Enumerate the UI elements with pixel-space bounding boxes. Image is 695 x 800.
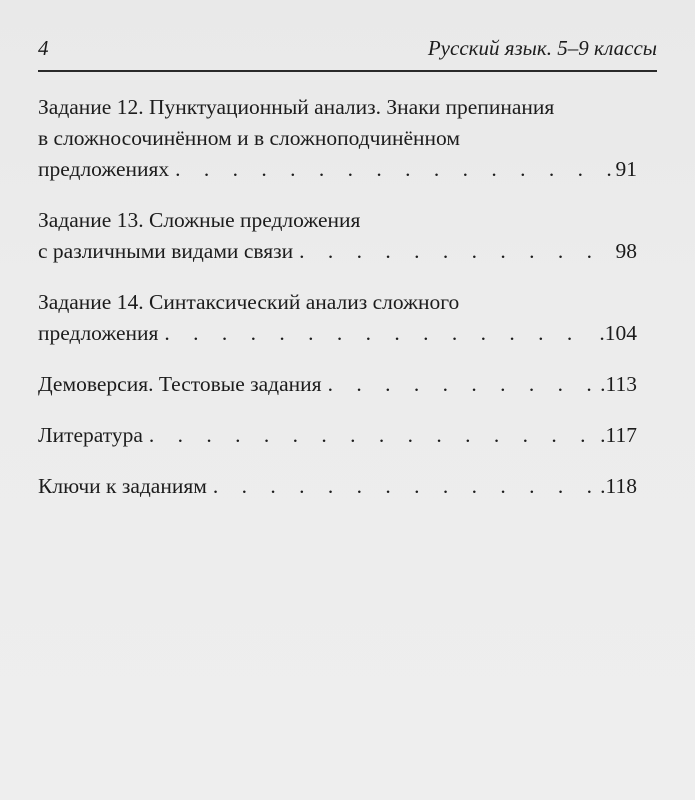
toc-page-ref: .118: [600, 474, 637, 498]
table-of-contents: [38, 92, 637, 522]
toc-entry-title-end: предложениях: [38, 157, 170, 181]
toc-page-ref: .113: [600, 372, 637, 396]
toc-entry-last-line: [38, 236, 637, 267]
toc-entry-last-line: [38, 420, 637, 451]
toc-page-ref: .104: [599, 321, 637, 345]
dot-leader: [149, 420, 596, 451]
toc-entry-title-end: Демоверсия. Тестовые задания: [38, 372, 322, 396]
toc-entry-last-line: [38, 369, 637, 400]
dot-leader: [213, 471, 596, 502]
toc-page-ref: .117: [600, 423, 637, 447]
toc-entry-answer-keys: [38, 471, 637, 502]
toc-entry-literature: [38, 420, 637, 451]
toc-entry-last-line: [38, 471, 637, 502]
toc-entry-task-12: [38, 92, 637, 185]
toc-entry-last-line: [38, 318, 637, 349]
toc-entry-task-13: [38, 205, 637, 267]
toc-entry-title-end: Ключи к заданиям: [38, 474, 207, 498]
toc-entry-title-end: предложения: [38, 321, 159, 345]
toc-entry-title-end: с различными видами связи: [38, 239, 294, 263]
toc-entry-title-line: Задание 12. Пунктуационный анализ. Знаки препинания: [38, 95, 555, 119]
page-number: 4: [38, 36, 49, 60]
toc-entry-last-line: [38, 154, 637, 185]
toc-entry-title-line: Задание 14. Синтаксический анализ сложного: [38, 290, 460, 314]
dot-leader: [175, 154, 611, 185]
running-title: Русский язык. 5–9 классы: [427, 36, 657, 60]
toc-entry-title-line: в сложносочинённом и в сложноподчинённом: [38, 126, 461, 150]
page-header: [38, 30, 657, 72]
toc-page-ref: 98: [615, 239, 637, 263]
toc-page-ref: 91: [615, 157, 637, 181]
dot-leader: [164, 318, 595, 349]
toc-entry-title-end: Литература: [38, 423, 143, 447]
toc-entry-demo: [38, 369, 637, 400]
toc-entry-task-14: [38, 287, 637, 349]
dot-leader: [299, 236, 611, 267]
toc-entry-title-line: Задание 13. Сложные предложения: [38, 208, 361, 232]
dot-leader: [328, 369, 597, 400]
